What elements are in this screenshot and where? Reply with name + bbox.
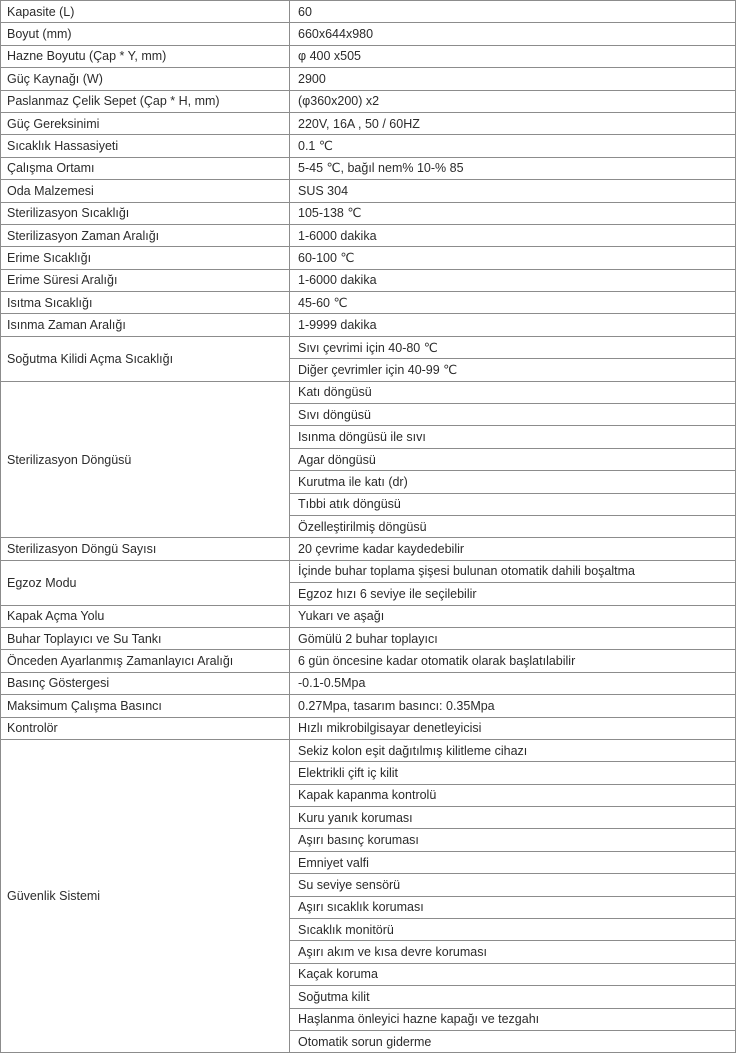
spec-value: Otomatik sorun giderme bbox=[290, 1030, 736, 1052]
spec-value: İçinde buhar toplama şişesi bulunan otomatik dahili boşaltma bbox=[290, 560, 736, 582]
spec-label: Soğutma Kilidi Açma Sıcaklığı bbox=[1, 336, 290, 381]
spec-value: 60 bbox=[290, 1, 736, 23]
spec-value: Yukarı ve aşağı bbox=[290, 605, 736, 627]
spec-value: Aşırı basınç koruması bbox=[290, 829, 736, 851]
spec-value: φ 400 x505 bbox=[290, 45, 736, 67]
spec-label: Güç Kaynağı (W) bbox=[1, 68, 290, 90]
spec-label: Erime Süresi Aralığı bbox=[1, 269, 290, 291]
spec-value: (φ360x200) x2 bbox=[290, 90, 736, 112]
spec-value: Sıvı döngüsü bbox=[290, 404, 736, 426]
spec-value: Soğutma kilit bbox=[290, 986, 736, 1008]
spec-value: 20 çevrime kadar kaydedebilir bbox=[290, 538, 736, 560]
spec-label: Önceden Ayarlanmış Zamanlayıcı Aralığı bbox=[1, 650, 290, 672]
table-row bbox=[1, 247, 736, 269]
spec-value: Kuru yanık koruması bbox=[290, 807, 736, 829]
spec-label: Sterilizasyon Sıcaklığı bbox=[1, 202, 290, 224]
spec-label: Kapasite (L) bbox=[1, 1, 290, 23]
table-row bbox=[1, 538, 736, 560]
spec-value: Isınma döngüsü ile sıvı bbox=[290, 426, 736, 448]
spec-value: Su seviye sensörü bbox=[290, 874, 736, 896]
table-row bbox=[1, 560, 736, 582]
table-row bbox=[1, 627, 736, 649]
spec-value: Özelleştirilmiş döngüsü bbox=[290, 515, 736, 537]
spec-label: Güvenlik Sistemi bbox=[1, 739, 290, 1052]
spec-label: Paslanmaz Çelik Sepet (Çap * H, mm) bbox=[1, 90, 290, 112]
spec-value: 1-6000 dakika bbox=[290, 269, 736, 291]
spec-label: Sıcaklık Hassasiyeti bbox=[1, 135, 290, 157]
table-row bbox=[1, 739, 736, 761]
spec-value: SUS 304 bbox=[290, 180, 736, 202]
spec-label: Basınç Göstergesi bbox=[1, 672, 290, 694]
spec-value: -0.1-0.5Mpa bbox=[290, 672, 736, 694]
spec-value: Kurutma ile katı (dr) bbox=[290, 471, 736, 493]
spec-value: 0.27Mpa, tasarım basıncı: 0.35Mpa bbox=[290, 695, 736, 717]
table-row bbox=[1, 336, 736, 358]
table-row bbox=[1, 717, 736, 739]
spec-value: Haşlanma önleyici hazne kapağı ve tezgahı bbox=[290, 1008, 736, 1030]
spec-value: Sekiz kolon eşit dağıtılmış kilitleme cihazı bbox=[290, 739, 736, 761]
table-row bbox=[1, 650, 736, 672]
table-row bbox=[1, 381, 736, 403]
spec-value: 1-6000 dakika bbox=[290, 224, 736, 246]
table-row bbox=[1, 23, 736, 45]
spec-value: Aşırı sıcaklık koruması bbox=[290, 896, 736, 918]
spec-value: Tıbbi atık döngüsü bbox=[290, 493, 736, 515]
spec-label: Buhar Toplayıcı ve Su Tankı bbox=[1, 627, 290, 649]
spec-value: Elektrikli çift iç kilit bbox=[290, 762, 736, 784]
spec-label: Isıtma Sıcaklığı bbox=[1, 292, 290, 314]
table-row bbox=[1, 135, 736, 157]
spec-label: Oda Malzemesi bbox=[1, 180, 290, 202]
spec-value: 1-9999 dakika bbox=[290, 314, 736, 336]
table-row bbox=[1, 672, 736, 694]
spec-value: 45-60 ℃ bbox=[290, 292, 736, 314]
spec-label: Erime Sıcaklığı bbox=[1, 247, 290, 269]
spec-value: 2900 bbox=[290, 68, 736, 90]
spec-value: Diğer çevrimler için 40-99 ℃ bbox=[290, 359, 736, 381]
spec-value: Egzoz hızı 6 seviye ile seçilebilir bbox=[290, 583, 736, 605]
spec-value: Agar döngüsü bbox=[290, 448, 736, 470]
spec-value: Katı döngüsü bbox=[290, 381, 736, 403]
spec-value: Aşırı akım ve kısa devre koruması bbox=[290, 941, 736, 963]
table-row bbox=[1, 90, 736, 112]
spec-value: 6 gün öncesine kadar otomatik olarak başlatılabilir bbox=[290, 650, 736, 672]
spec-value: Kapak kapanma kontrolü bbox=[290, 784, 736, 806]
spec-value: 220V, 16A , 50 / 60HZ bbox=[290, 112, 736, 134]
spec-label: Maksimum Çalışma Basıncı bbox=[1, 695, 290, 717]
table-row bbox=[1, 68, 736, 90]
spec-label: Kapak Açma Yolu bbox=[1, 605, 290, 627]
table-row bbox=[1, 202, 736, 224]
table-row bbox=[1, 224, 736, 246]
spec-value: Hızlı mikrobilgisayar denetleyicisi bbox=[290, 717, 736, 739]
spec-label: Sterilizasyon Döngüsü bbox=[1, 381, 290, 538]
spec-value: Gömülü 2 buhar toplayıcı bbox=[290, 627, 736, 649]
table-row bbox=[1, 180, 736, 202]
spec-value: Kaçak koruma bbox=[290, 963, 736, 985]
spec-label: Isınma Zaman Aralığı bbox=[1, 314, 290, 336]
table-row bbox=[1, 1, 736, 23]
spec-label: Sterilizasyon Zaman Aralığı bbox=[1, 224, 290, 246]
table-row bbox=[1, 605, 736, 627]
spec-label: Sterilizasyon Döngü Sayısı bbox=[1, 538, 290, 560]
specification-table-body bbox=[1, 1, 736, 1053]
spec-label: Kontrolör bbox=[1, 717, 290, 739]
spec-label: Hazne Boyutu (Çap * Y, mm) bbox=[1, 45, 290, 67]
table-row bbox=[1, 45, 736, 67]
spec-value: 0.1 ℃ bbox=[290, 135, 736, 157]
spec-value: 660x644x980 bbox=[290, 23, 736, 45]
spec-value: 5-45 ℃, bağıl nem% 10-% 85 bbox=[290, 157, 736, 179]
spec-value: 105-138 ℃ bbox=[290, 202, 736, 224]
table-row bbox=[1, 292, 736, 314]
spec-label: Egzoz Modu bbox=[1, 560, 290, 605]
spec-label: Güç Gereksinimi bbox=[1, 112, 290, 134]
table-row bbox=[1, 112, 736, 134]
spec-label: Çalışma Ortamı bbox=[1, 157, 290, 179]
spec-label: Boyut (mm) bbox=[1, 23, 290, 45]
table-row bbox=[1, 314, 736, 336]
table-row bbox=[1, 695, 736, 717]
spec-value: Emniyet valfi bbox=[290, 851, 736, 873]
spec-value: Sıcaklık monitörü bbox=[290, 919, 736, 941]
table-row bbox=[1, 157, 736, 179]
spec-value: 60-100 ℃ bbox=[290, 247, 736, 269]
table-row bbox=[1, 269, 736, 291]
spec-value: Sıvı çevrimi için 40-80 ℃ bbox=[290, 336, 736, 358]
